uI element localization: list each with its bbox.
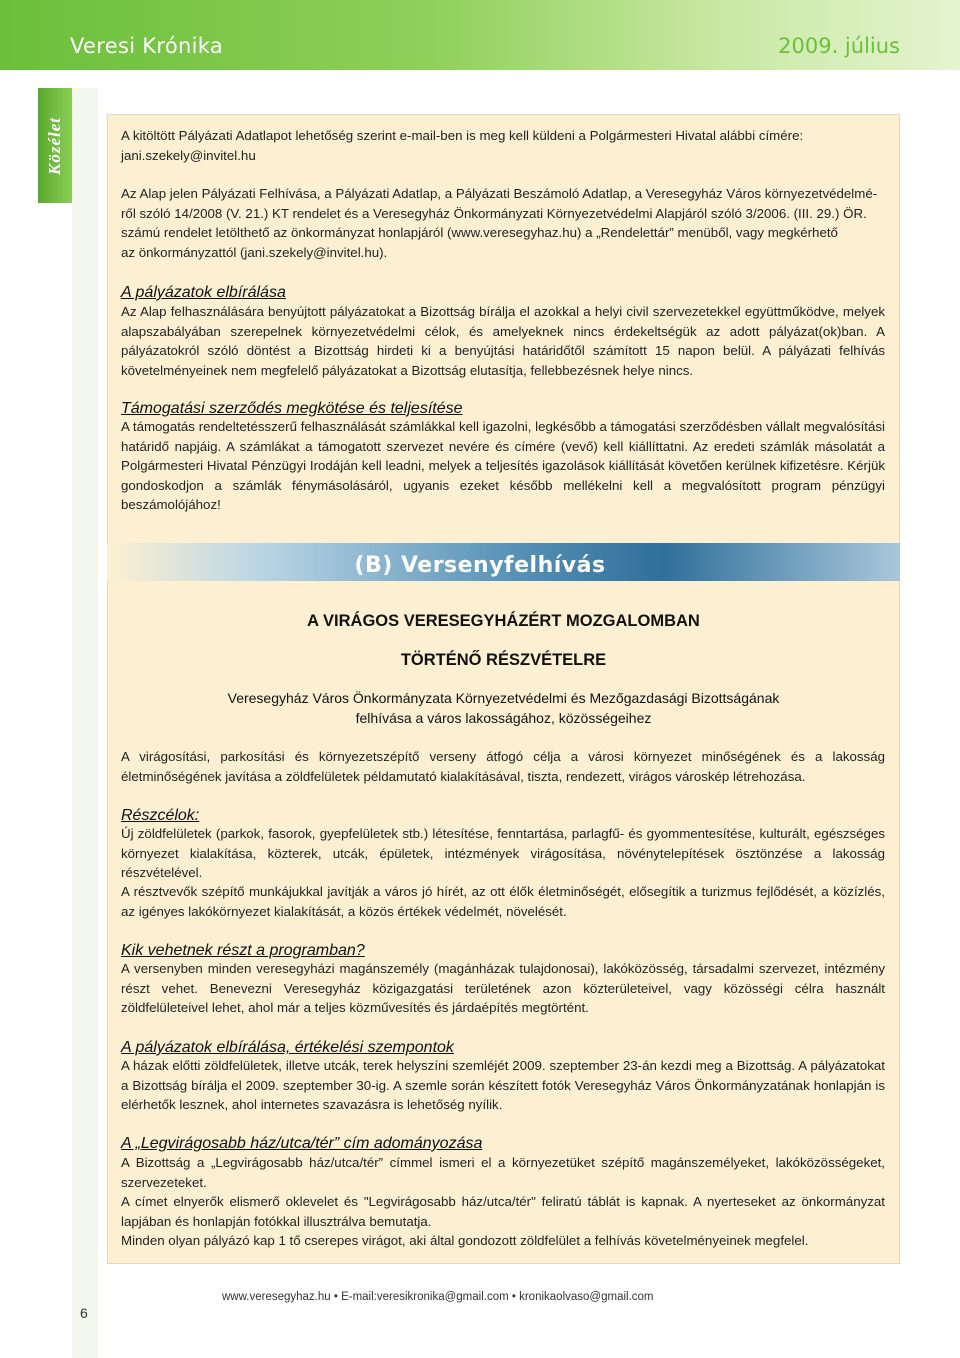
heading-cim: A „Legvirágosabb ház/utca/tér” cím adományozása: [121, 1135, 483, 1152]
intro-line: számú rendelet letölthető az önkormányzat honlapjáról (www.veresegyhaz.hu) a „Rendelettár” menüből, vagy megkérhető: [121, 225, 838, 240]
intro-paragraph-1: [121, 126, 885, 165]
footer-contacts: www.veresegyhaz.hu • E-mail:veresikronika@gmail.com • kronikaolvaso@gmail.com: [222, 1291, 654, 1303]
section-tab: [38, 88, 72, 203]
heading-reszcelok: Részcélok:: [121, 807, 200, 824]
section-tab-label: Közélet: [45, 116, 64, 175]
heading-tamogatas: Támogatási szerződés megkötése és teljesítése: [121, 400, 463, 417]
subtitle-line: felhívása a város lakosságához, közösségeihez: [355, 709, 652, 726]
side-rail: [72, 88, 98, 1358]
issue-date: 2009. július: [778, 34, 900, 58]
paragraph-verseny-intro: A virágosítási, parkosítási és környezetszépítő verseny átfogó célja a városi környezet minőségének és a lakosság életminőségének javítása a zöldfelületek példamutató kialakításával, tiszta, rendezett, virágos városkép létrehozása.: [121, 749, 885, 784]
paragraph-cim-1: A Bizottság a „Legvirágosabb ház/utca/tér” címmel ismeri el a környezetüket szépítő magánszemélyeket, lakóközösségeket, szervezeteket.: [121, 1155, 885, 1190]
page-number: 6: [80, 1305, 88, 1321]
intro-line: Az Alap jelen Pályázati Felhívása, a Pályázati Adatlap, a Pályázati Beszámoló Adatlap, a Veresegyház Város környezetvédelmé-: [121, 186, 878, 201]
paragraph-ertekeles: A házak előtti zöldfelületek, illetve utcák, terek helyszíni szemléjét 2009. szeptember 23-án kezdi meg a Bizottság. A pályázatokat a Bizottság bírálja el 2009. szeptember 30-ig. A szemle során készített fotók Veresegyház Város Önkormányzatának honlapján is elérhetők lesznek, ahol internetes szavazásra is lehetőség nyílik.: [121, 1058, 885, 1112]
announcement-subtitle: [107, 689, 900, 728]
heading-ertekeles: A pályázatok elbírálása, értékelési szempontok: [121, 1039, 454, 1056]
heading-kik: Kik vehetnek részt a programban?: [121, 942, 365, 959]
intro-line: A kitöltött Pályázati Adatlapot lehetőség szerint e-mail-ben is meg kell küldeni a Polgármesteri Hivatal alábbi címére:: [121, 128, 804, 143]
publication-title: Veresi Krónika: [70, 34, 223, 58]
paragraph-cim-2: A címet elnyerők elismerő oklevelet és "Legvirágosabb ház/utca/tér" feliratú táblát is kapnak. A nyerteseket az önkormányzat lapjában és honlapján fotókkal illusztrálva bemutatja.: [121, 1194, 885, 1229]
paragraph-tamogatas: A támogatás rendeltetésszerű felhasználását számlákkal kell igazolni, legkésőbb a támogatási szerződésben vállalt megvalósítási határidő napjáig. A számlákat a támogatott szervezet nevére és címére (vevő) kell kiállíttatni. Az eredeti számlák másolatát a Polgármesteri Hivatal Pénzügyi Irodáján kell leadni, melyek a teljesítés igazolások kiállítását követően kerülnek kifizetésre. Kérjük gondoskodjon a számlák fénymásolásáról, ugyanis ezeket később mellékelni kell a megvalósított program pénzügyi beszámolójához!: [121, 419, 885, 512]
intro-line: az önkormányzattól (jani.szekely@invitel.hu).: [121, 244, 388, 260]
announcement-title-1: A VIRÁGOS VERESEGYHÁZÉRT MOZGALOMBAN: [307, 612, 700, 630]
intro-line: ről szóló 14/2008 (V. 21.) KT rendelet és a Veresegyház Önkormányzati Környezetvédelmi Alapjáról szóló 3/2006. (III. 29.) ÖR.: [121, 205, 867, 221]
paragraph-reszcelok-1: Új zöldfelületek (parkok, fasorok, gyepfelületek stb.) létesítése, fenntartása, parlagfű- és gyommentesítése, kulturált, egészséges környezet kialakítása, közterek, utcák, épületek, intézmények virágosítása, növénytelepítések ösztönzése a lakosság részvételével.: [121, 826, 885, 880]
paragraph-kik: A versenyben minden veresegyházi magánszemély (magánházak tulajdonosai), lakóközösség, társadalmi szervezet, intézmény részt vehet. Benevezni Veresegyház közigazgatási területének azon közterületeivel, vagy közösségi célra használt zöldfelületeivel lehet, ahol már a teljes közművesítés és járdaépítés megtörtént.: [121, 961, 885, 1015]
paragraph-cim-3: Minden olyan pályázó kap 1 tő cserepes virágot, aki által gondozott zöldfelület a felhívás követelményeinek megfelel.: [121, 1233, 809, 1248]
intro-paragraph-2: [121, 184, 885, 262]
subtitle-line: Veresegyház Város Önkormányzata Környezetvédelmi és Mezőgazdasági Bizottságának: [227, 690, 780, 706]
paragraph-reszcelok-2: A résztvevők szépítő munkájukkal javítják a város jó hírét, az ott élők életminőségét, elősegítik a turizmus fejlődését, a közízlés, az igényes lakókörnyezet kialakítását, a közös értékek védelmét, növelését.: [121, 884, 885, 919]
paragraph-elbiralas: Az Alap felhasználására benyújtott pályázatokat a Bizottság bírálja el azokkal a helyi civil szervezetekkel együttműködve, melyek alapszabályában szerepelnek környezetvédelmi célok, és amelyeknek nincs érdekeltségük az adott pályázat(ok)ban. A pályázatokról szóló döntést a Bizottság hirdeti ki a benyújtási határidőtől számított 15 napon belül. A pályázati felhívás követelményeinek nem megfelelő pályázatokat a Bizottság elutasítja, fellebbezésnek helye nincs.: [121, 304, 885, 378]
intro-email: jani.szekely@invitel.hu: [121, 147, 256, 163]
heading-elbiralas: A pályázatok elbírálása: [121, 284, 286, 301]
announcement-title-2: TÖRTÉNŐ RÉSZVÉTELRE: [400, 651, 607, 669]
band-title: (B) Versenyfelhívás: [354, 553, 606, 578]
